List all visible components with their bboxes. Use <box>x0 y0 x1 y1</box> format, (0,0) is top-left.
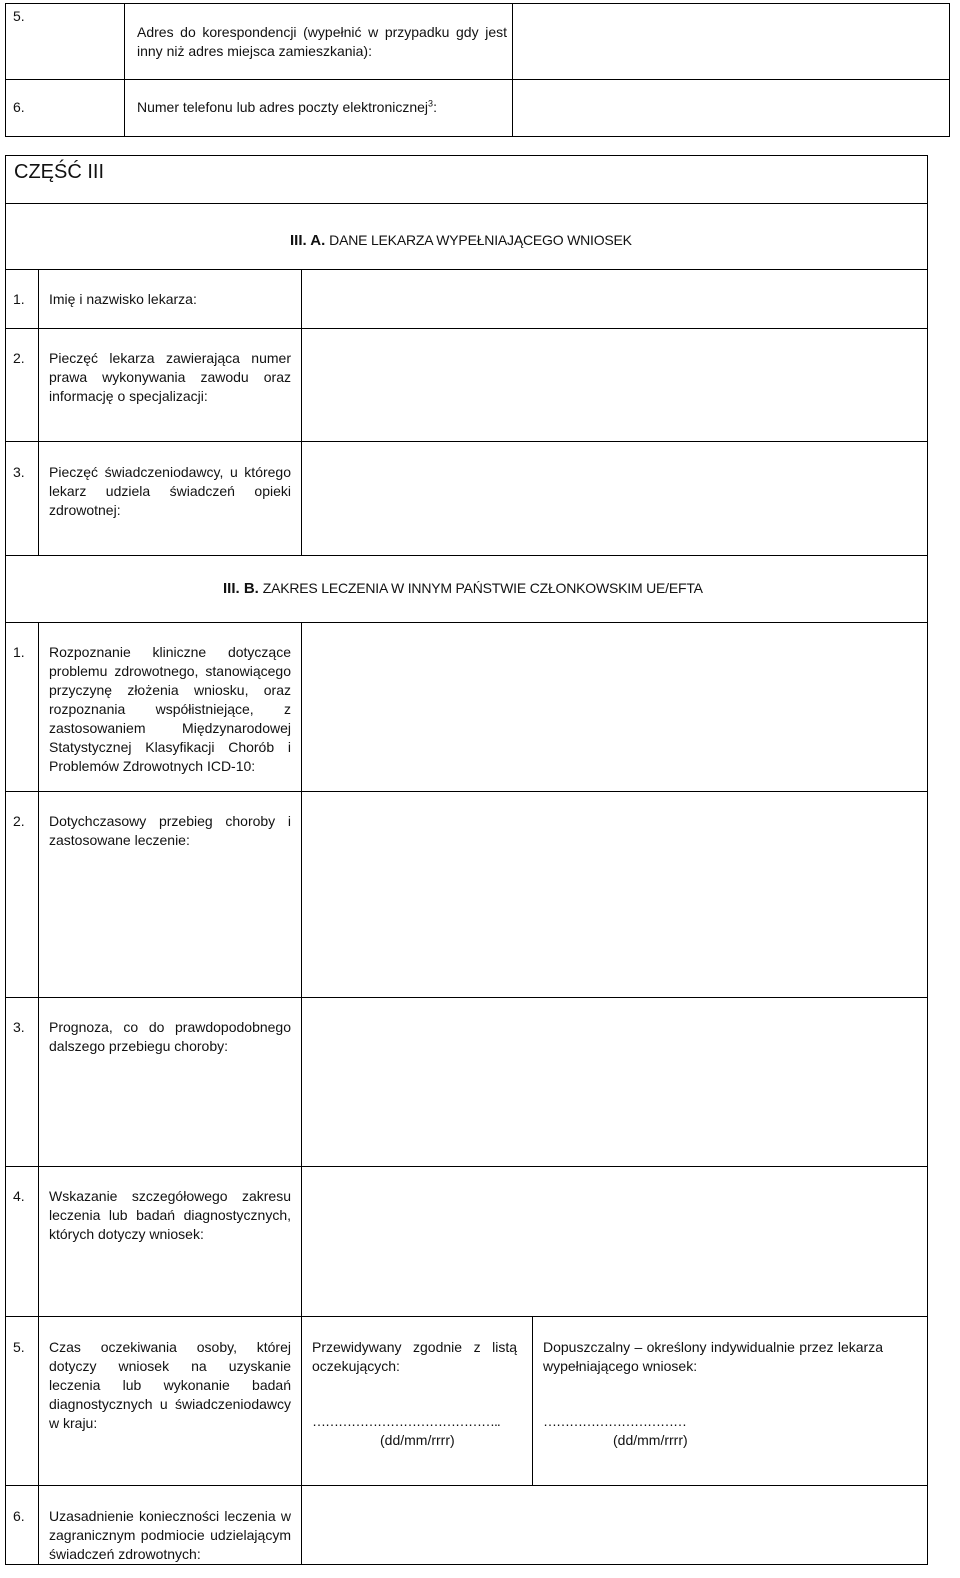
row-number: 5. <box>13 1339 25 1355</box>
row-number: 6. <box>13 99 25 115</box>
disease-course-label: Dotychczasowy przebieg choroby i zastosowane leczenie: <box>49 813 291 848</box>
row-number: 5. <box>13 8 25 24</box>
row-number: 1. <box>13 291 25 307</box>
provider-stamp-field[interactable] <box>302 442 927 555</box>
row-number: 1. <box>13 644 25 660</box>
divider <box>5 555 928 556</box>
divider <box>38 622 39 1565</box>
row-number: 2. <box>13 350 25 366</box>
divider <box>5 203 928 204</box>
contact-label: Numer telefonu lub adres poczty elektronicznej$^3$: <box>137 98 437 115</box>
doctor-name-label: Imię i nazwisko lekarza: <box>49 291 197 307</box>
divider <box>124 3 125 137</box>
doctor-stamp-field[interactable] <box>302 329 927 441</box>
part-title: CZĘŚĆ III <box>14 161 105 183</box>
divider <box>38 269 39 556</box>
divider <box>5 155 928 156</box>
address-label: Adres do korespondencji (wypełnić w przypadku gdy jest inny niż adres miejsca zamieszkania): <box>137 24 507 59</box>
section-a-heading: III. A. DANE LEKARZA WYPEŁNIAJĄCEGO WNIOSEK <box>290 232 632 249</box>
prognosis-field[interactable] <box>302 998 927 1166</box>
justification-field[interactable] <box>302 1486 927 1564</box>
contact-field[interactable] <box>513 80 949 136</box>
row-number: 3. <box>13 464 25 480</box>
allowed-date-cell[interactable] <box>533 1317 927 1485</box>
allowed-date-format: (dd/mm/rrrr) <box>613 1432 688 1448</box>
justification-label: Uzasadnienie konieczności leczenia w zagranicznym podmiocie udzielającym świadczeń zdrowotnych: <box>49 1508 291 1562</box>
disease-course-field[interactable] <box>302 792 927 997</box>
row-number: 6. <box>13 1508 25 1524</box>
row-number: 3. <box>13 1019 25 1035</box>
expected-date-dots: …………………………………….. <box>312 1413 500 1429</box>
diagnosis-label: Rozpoznanie kliniczne dotyczące problemu zdrowotnego, stanowiącego przyczynę złożenia wniosku, oraz rozpoznania współistniejące, z zastosowaniem Międzynarodowej Statystycznej Klasyfikacji Chorób i Problemów Zdrowotnych ICD-10: <box>49 644 291 774</box>
divider <box>927 155 928 1565</box>
row-number: 2. <box>13 813 25 829</box>
divider <box>5 155 6 1565</box>
treatment-scope-field[interactable] <box>302 1167 927 1316</box>
row-number: 4. <box>13 1188 25 1204</box>
divider <box>949 3 950 137</box>
expected-date-label: Przewidywany zgodnie z listą oczekujących: <box>312 1339 517 1374</box>
divider <box>5 1564 928 1565</box>
allowed-date-dots: …………………………… <box>543 1413 686 1429</box>
section-b-heading: III. B. ZAKRES LECZENIA W INNYM PAŃSTWIE CZŁONKOWSKIM UE/EFTA <box>223 580 703 597</box>
provider-stamp-label: Pieczęć świadczeniodawcy, u którego lekarz udziela świadczeń opieki zdrowotnej: <box>49 464 291 518</box>
doctor-stamp-label: Pieczęć lekarza zawierająca numer prawa wykonywania zawodu oraz informację o specjalizacji: <box>49 350 291 404</box>
expected-date-cell[interactable] <box>302 1317 532 1485</box>
prognosis-label: Prognoza, co do prawdopodobnego dalszego przebiegu choroby: <box>49 1019 291 1054</box>
divider <box>5 136 950 137</box>
divider <box>5 3 6 137</box>
expected-date-format: (dd/mm/rrrr) <box>380 1432 455 1448</box>
address-field[interactable] <box>513 4 949 79</box>
allowed-date-label: Dopuszczalny – określony indywidualnie przez lekarza wypełniającego wniosek: <box>543 1339 883 1374</box>
treatment-scope-label: Wskazanie szczegółowego zakresu leczenia lub badań diagnostycznych, których dotyczy wniosek: <box>49 1188 291 1242</box>
diagnosis-field[interactable] <box>302 623 927 791</box>
waiting-time-label: Czas oczekiwania osoby, której dotyczy wniosek na uzyskanie leczenia lub wykonanie badań diagnostycznych u świadczeniodawcy w kraju: <box>49 1339 291 1431</box>
doctor-name-field[interactable] <box>302 270 927 328</box>
